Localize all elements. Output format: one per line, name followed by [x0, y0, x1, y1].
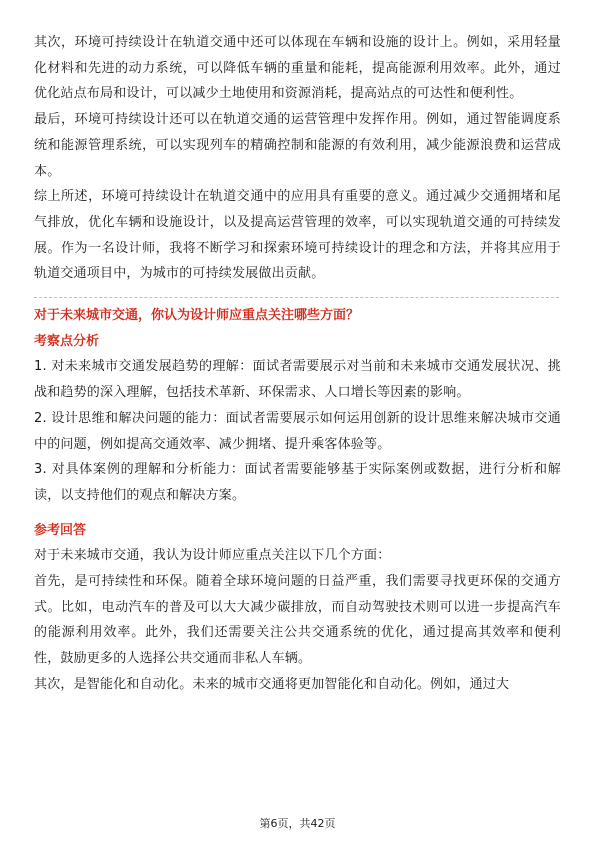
intro-paragraph-2: 最后，环境可持续设计还可以在轨道交通的运营管理中发挥作用。例如，通过智能调度系统和能源管理系统，可以实现列车的精确控制和能源的有效利用，减少能源浪费和运营成本。 [34, 112, 561, 179]
section-divider [34, 297, 559, 298]
intro-paragraph-1: 其次，环境可持续设计在轨道交通中还可以体现在车辆和设施的设计上。例如，采用轻量化材料和先进的动力系统，可以降低车辆的重量和能耗，提高能源利用效率。此外，通过优化站点布局和设计，可以减少土地使用和资源消耗，提高站点的可达性和便利性。 [34, 35, 561, 102]
answer-paragraph-1: 对于未来城市交通，我认为设计师应重点关注以下几个方面： [34, 548, 391, 564]
page-number-footer: 第6页，共42页 [259, 817, 336, 830]
question-heading: 对于未来城市交通，你认为设计师应重点关注哪些方面？ [34, 308, 360, 324]
analysis-point-2: 2. 设计思维和解决问题的能力：面试者需要展示如何运用创新的设计思维来解决城市交通中的问题，例如提高交通效率、减少拥堵、提升乘客体验等。 [34, 410, 561, 452]
page-content [34, 30, 561, 698]
answer-paragraph-3: 其次，是智能化和自动化。未来的城市交通将更加智能化和自动化。例如，通过大 [34, 676, 510, 692]
answer-paragraph-2: 首先，是可持续性和环保。随着全球环境问题的日益严重，我们需要寻找更环保的交通方式。比如，电动汽车的普及可以大大减少碳排放，而自动驾驶技术则可以进一步提高汽车的能源利用效率。此外，我们还需要关注公共交通系统的优化，通过提高其效率和便利性，鼓励更多的人选择公共交通而非私人车辆。 [34, 574, 561, 667]
analysis-point-3: 3. 对具体案例的理解和分析能力：面试者需要能够基于实际案例或数据，进行分析和解读，以支持他们的观点和解决方案。 [34, 462, 561, 503]
analysis-heading: 考察点分析 [34, 333, 100, 349]
intro-paragraph-3: 综上所述，环境可持续设计在轨道交通中的应用具有重要的意义。通过减少交通拥堵和尾气排放，优化车辆和设施设计，以及提高运营管理的效率，可以实现轨道交通的可持续发展。作为一名设计师，我将不断学习和探索环境可持续设计的理念和方法，并将其应用于轨道交通项目中，为城市的可持续发展做出贡献。 [34, 189, 561, 282]
answer-heading: 参考回答 [34, 522, 87, 538]
analysis-point-1: 1. 对未来城市交通发展趋势的理解：面试者需要展示对当前和未来城市交通发展状况、挑战和趋势的深入理解，包括技术革新、环保需求、人口增长等因素的影响。 [34, 359, 561, 401]
